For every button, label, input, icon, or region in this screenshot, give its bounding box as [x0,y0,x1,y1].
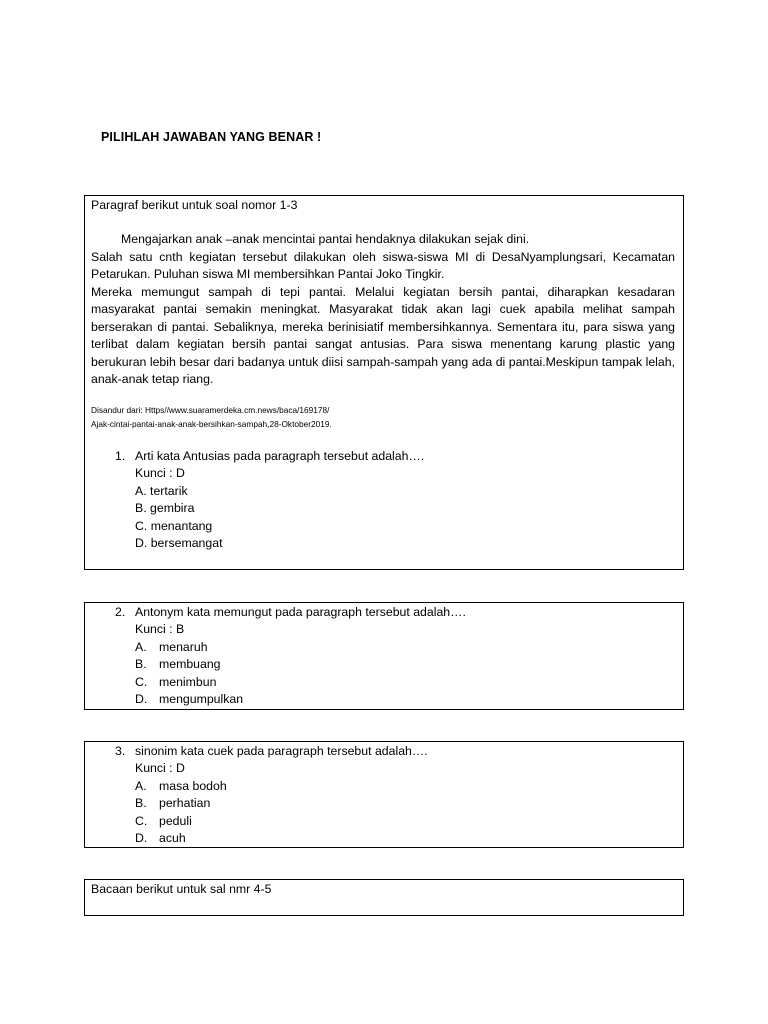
passage-text [91,231,675,389]
passage-source [91,403,332,431]
option-letter: C. [135,813,148,828]
option-text: masa bodoh [159,778,227,793]
question-2-option-a [109,639,466,656]
passage-intro: Paragraf berikut untuk soal nomor 1-3 [91,198,298,212]
question-1-stem [109,448,424,465]
question-1-option-b: B. gembira [135,501,195,516]
source-line-1: Disandur dari: Https//www.suaramerdeka.cm.news/baca/169178/ [91,405,330,415]
question-2-option-b [109,656,466,673]
option-text: perhatian [159,796,211,811]
option-letter: D. [135,692,148,707]
passage-sentence-3: Mereka memungut sampah di tepi pantai. Melalui kegiatan bersih pantai, diharapkan kesadaran masyarakat pantai semakin meningkat. Masyarakat tidak akan lagi cuek apabila melihat sampah berserakan di pantai. Sebaliknya, mereka berinisiatif membersihkannya. Sementara itu, para siswa yang terlibat dalam kegiatan bersih pantai sangat antusias. Para siswa menentang karung plastic yang berukuran lebih besar dari badanya untuk diisi sampah-sampah yang ada di pantai.Meskipun tampak lelah, anak-anak tetap riang. [91,284,675,386]
question-2-number: 2. [115,605,126,619]
question-box-3 [84,741,684,848]
question-3-option-d [109,830,428,847]
option-letter: A. [135,639,147,654]
option-letter: C. [135,674,148,689]
question-2-option-c [109,674,466,691]
page-heading: PILIHLAH JAWABAN YANG BENAR ! [101,130,322,144]
question-box-2 [84,602,684,710]
question-3-text: sinonim kata cuek pada paragraph tersebut adalah…. [135,744,428,758]
passage-sentence-1: Mengajarkan anak –anak mencintai pantai hendaknya dilakukan sejak dini. [121,232,530,246]
question-3-option-c [109,813,428,830]
passage-intro-2: Bacaan berikut untuk sal nmr 4-5 [91,882,272,896]
question-1-text: Arti kata Antusias pada paragraph tersebut adalah…. [135,449,425,463]
question-3-option-a [109,778,428,795]
question-3-stem [109,743,428,760]
option-text: peduli [159,813,192,828]
option-letter: D. [135,831,148,846]
question-1-option-d: D. bersemangat [135,536,223,551]
question-1-option-c: C. menantang [135,518,213,533]
option-letter: B. [135,657,147,672]
question-1-number: 1. [115,449,126,463]
option-text: membuang [159,657,221,672]
option-text: menimbun [159,674,217,689]
question-3-number: 3. [115,744,126,758]
question-3-option-b [109,795,428,812]
question-3-key: Kunci : D [135,761,185,776]
question-2-option-d [109,691,466,708]
question-2-stem [109,604,466,621]
question-2 [109,604,466,708]
question-3 [109,743,428,847]
source-line-2: Ajak-cintai-pantai-anak-anak-bersihkan-sampah,28-Oktober2019. [91,419,332,429]
reading-passage-box-2 [84,879,684,916]
question-1 [109,448,424,552]
option-text: mengumpulkan [159,692,244,707]
reading-passage-box-1 [84,195,684,570]
option-text: acuh [159,831,186,846]
option-letter: A. [135,778,147,793]
option-letter: B. [135,796,147,811]
question-2-key: Kunci : B [135,622,185,637]
question-2-text: Antonym kata memungut pada paragraph tersebut adalah…. [135,605,466,619]
option-text: menaruh [159,639,208,654]
question-1-option-a: A. tertarik [135,483,188,498]
question-1-key: Kunci : D [135,466,185,481]
passage-sentence-2: Salah satu cnth kegiatan tersebut dilakukan oleh siswa-siswa MI di DesaNyamplungsari, Kecamatan Petarukan. Puluhan siswa MI membersihkan Pantai Joko Tingkir. [91,249,675,281]
